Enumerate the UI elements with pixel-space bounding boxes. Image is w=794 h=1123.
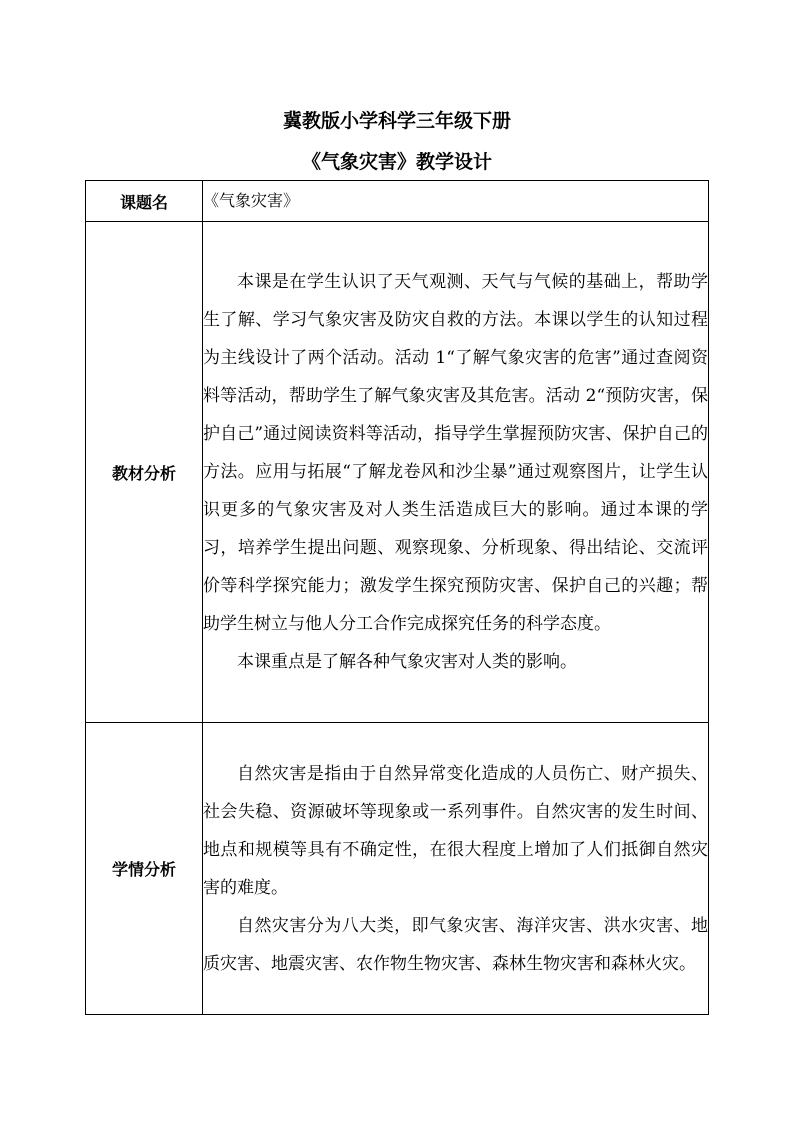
row-content-topic (203, 181, 709, 222)
student-analysis-paragraph-1: 自然灾害是指由于自然异常变化造成的人员伤亡、财产损失、社会失稳、资源破坏等现象或一系列事件。自然灾害的发生时间、地点和规模等具有不确定性，在很大程度上增加了人们抵御自然灾害的难度。 (203, 763, 708, 898)
lesson-plan-table (85, 180, 709, 1015)
row-content-material-analysis (203, 222, 709, 723)
material-analysis-paragraph-2: 本课重点是了解各种气象灾害对人类的影响。 (237, 652, 577, 672)
row-label-topic: 课题名 (86, 181, 203, 222)
row-label-student-analysis: 学情分析 (86, 723, 203, 1015)
document-subtitle: 《气象灾害》教学设计 (301, 151, 492, 173)
row-label-material-analysis: 教材分析 (86, 222, 203, 723)
table-row-material-analysis (86, 222, 709, 723)
document-title: 冀教版小学科学三年级下册 (282, 110, 511, 132)
student-analysis-paragraph-2: 自然灾害分为八大类，即气象灾害、海洋灾害、洪水灾害、地质灾害、地震灾害、农作物生物灾害、森林生物灾害和森林火灾。 (203, 915, 708, 974)
table-row-topic (86, 181, 709, 222)
row-content-student-analysis (203, 723, 709, 1015)
topic-text: 《气象灾害》 (203, 191, 300, 210)
table-row-student-analysis (86, 723, 709, 1015)
material-analysis-paragraph-1: 本课是在学生认识了天气观测、天气与气候的基础上，帮助学生了解、学习气象灾害及防灾自救的方法。本课以学生的认知过程为主线设计了两个活动。活动 1“了解气象灾害的危害”通过查阅资料等活动，帮助学生了解气象灾害及其危害。活动 2“预防灾害，保护自己”通过阅读资料等活动，指导学生掌握预防灾害、保护自己的方法。应用与拓展“了解龙卷风和沙尘暴”通过观察图片，让学生认识更多的气象灾害及对人类生活造成巨大的影响。通过本课的学习，培养学生提出问题、观察现象、分析现象、得出结论、交流评价等科学探究能力；激发学生探究预防灾害、保护自己的兴趣；帮助学生树立与他人分工合作完成探究任务的科学态度。 (203, 272, 708, 634)
